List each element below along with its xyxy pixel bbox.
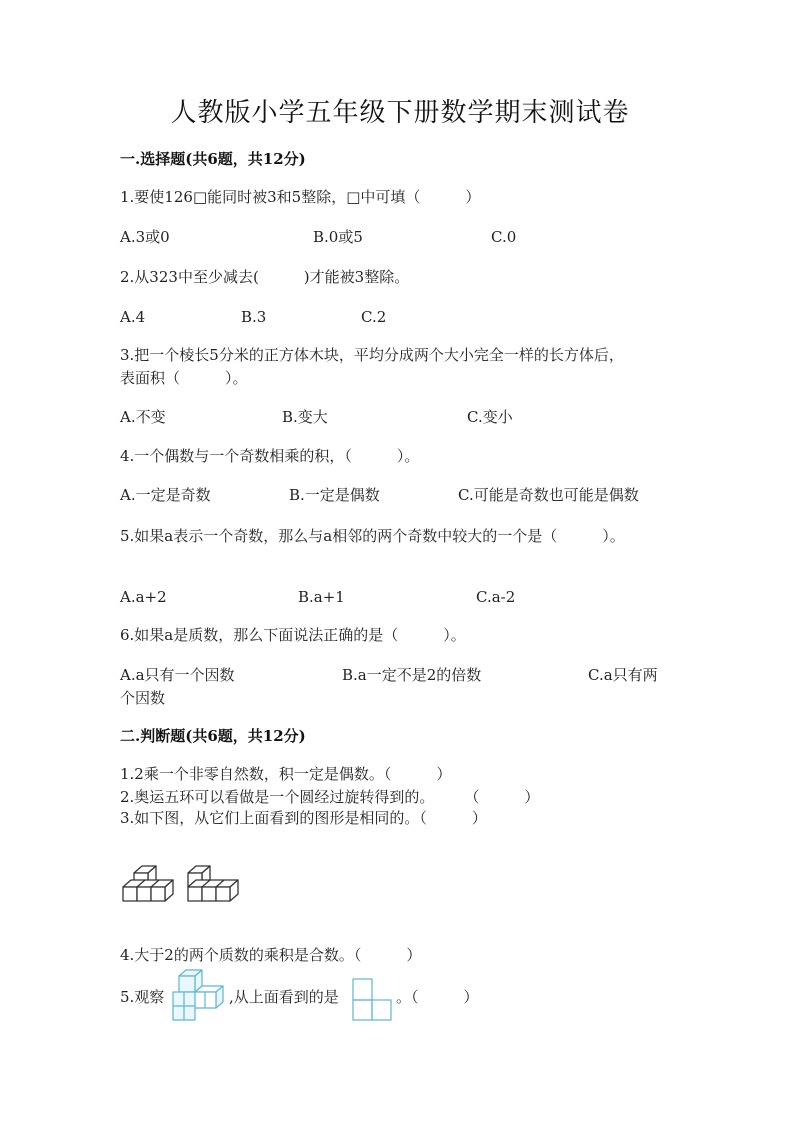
judgment-2-text: 2.奥运五环可以看做是一个圆经过旋转得到的。 （ ）: [120, 788, 540, 806]
question-6-option-b: B.a一定不是2的倍数: [342, 666, 482, 684]
cube-solid-left: [123, 866, 173, 901]
section-heading-judgment: 二.判断题(共6题，共12分): [120, 727, 306, 745]
question-5-option-c: C.a-2: [476, 588, 516, 606]
cube-solids-figure: [120, 862, 245, 904]
question-1-option-c: C.0: [491, 228, 517, 246]
question-6-text: 6.如果a是质数，那么下面说法正确的是（ ）。: [120, 626, 466, 644]
question-1-option-b: B.0或5: [313, 228, 363, 246]
question-2-text: 2.从323中至少减去( )才能被3整除。: [120, 268, 410, 286]
top-view-figure: [352, 978, 394, 1022]
cube-solid-right: [188, 866, 238, 901]
section-heading-choice: 一.选择题(共6题，共12分): [120, 150, 306, 168]
question-3-option-a: A.不变: [120, 408, 166, 426]
judgment-1-text: 1.2乘一个非零自然数，积一定是偶数。（ ）: [120, 765, 452, 783]
judgment-3-text: 3.如下图，从它们上面看到的图形是相同的。（ ）: [120, 809, 487, 827]
judgment-5-prefix: 5.观察: [120, 988, 165, 1006]
question-1-text: 1.要使126□能同时被3和5整除，□中可填（ ）: [120, 188, 481, 206]
judgment-5-middle: ,从上面看到的是: [229, 988, 339, 1006]
question-4-text: 4.一个偶数与一个奇数相乘的积，（ ）。: [120, 447, 420, 465]
question-4-option-a: A.一定是奇数: [120, 486, 211, 504]
question-5-option-a: A.a+2: [120, 588, 167, 606]
question-3-option-b: B.变大: [282, 408, 328, 426]
question-3-text-line1: 3.把一个棱长5分米的正方体木块，平均分成两个大小完全一样的长方体后，: [120, 346, 624, 364]
question-4-option-b: B.一定是偶数: [289, 486, 380, 504]
question-3-option-c: C.变小: [467, 408, 513, 426]
judgment-5-suffix: 。（ ）: [396, 988, 479, 1006]
page-title: 人教版小学五年级下册数学期末测试卷: [170, 98, 630, 128]
question-3-text-line2: 表面积（ ）。: [120, 369, 248, 387]
question-6-option-c-line1: C.a只有两: [588, 666, 658, 684]
question-6-option-a: A.a只有一个因数: [120, 666, 235, 684]
question-5-option-b: B.a+1: [298, 588, 345, 606]
question-1-option-a: A.3或0: [120, 228, 170, 246]
question-5-text: 5.如果a表示一个奇数，那么与a相邻的两个奇数中较大的一个是（ ）。: [120, 527, 625, 545]
question-2-option-b: B.3: [241, 308, 267, 326]
question-4-option-c: C.可能是奇数也可能是偶数: [458, 486, 639, 504]
question-2-option-a: A.4: [120, 308, 146, 326]
judgment-4-text: 4.大于2的两个质数的乘积是合数。（ ）: [120, 946, 422, 964]
observed-solid-figure: [169, 968, 229, 1024]
question-2-option-c: C.2: [361, 308, 387, 326]
question-6-option-c-line2: 个因数: [120, 689, 166, 707]
